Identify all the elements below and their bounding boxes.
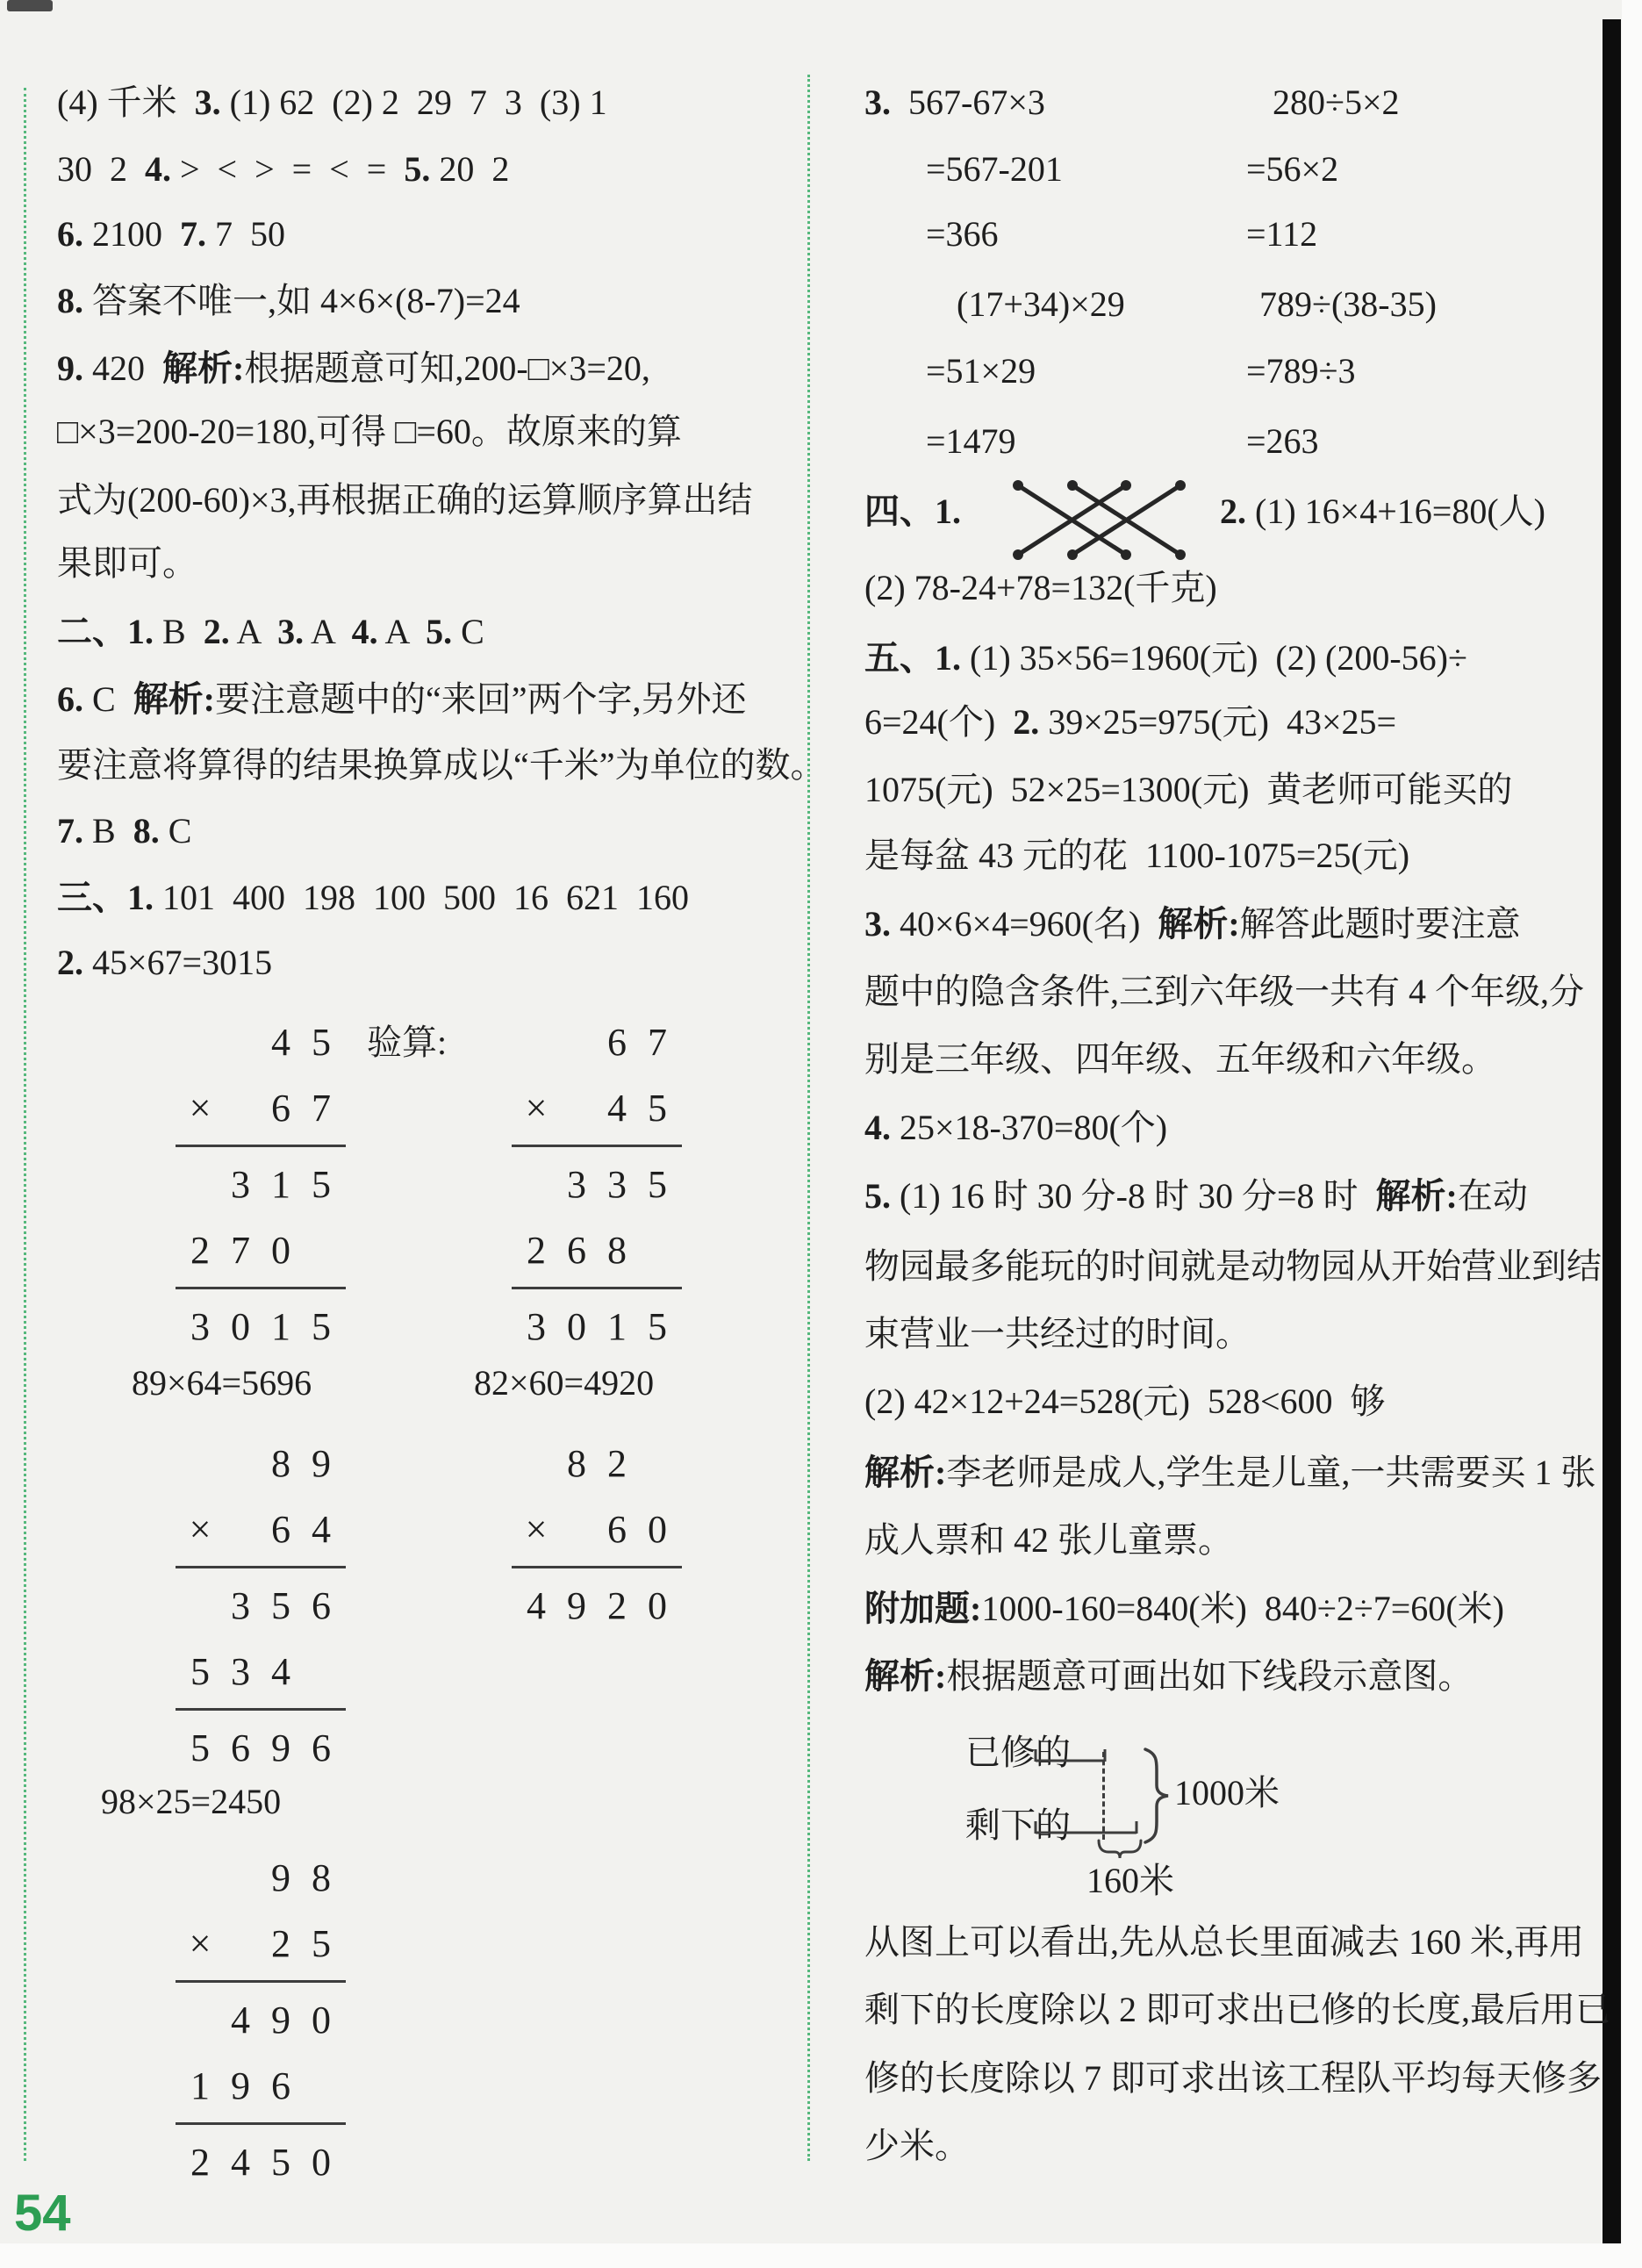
multiplication-rule	[512, 1287, 682, 1289]
text-segment: (1) 16×4+16=80(人)	[1246, 492, 1545, 531]
text-segment: 解析:	[133, 679, 216, 719]
text-segment: 5.	[426, 612, 453, 651]
text-segment: 式为(200-60)×3,再根据正确的运算顺序算出结	[57, 480, 753, 520]
text-segment: =263	[1246, 421, 1319, 461]
text-line	[101, 1777, 281, 1827]
matching-lines-diagram	[1005, 470, 1194, 571]
multiplication-row: 4 9 0	[231, 1999, 331, 2042]
text-segment: 要注意将算得的结果换算成以“千米”为单位的数。	[57, 745, 826, 785]
multiplication-row: 2 7 0	[190, 1229, 290, 1272]
text-line	[864, 634, 1467, 683]
text-segment: =56×2	[1246, 149, 1339, 189]
multiplication-row: 1 9 6	[190, 2064, 290, 2107]
text-segment: 3.	[864, 904, 891, 944]
text-line	[474, 1359, 654, 1408]
text-segment: 要注意题中的“来回”两个字,另外还	[215, 679, 747, 719]
text-segment: 3.	[277, 612, 305, 651]
text-line	[926, 417, 1016, 466]
text-segment: =51×29	[926, 351, 1036, 391]
text-segment: 567-67×3	[891, 83, 1045, 122]
text-segment: 89×64=5696	[132, 1363, 312, 1403]
text-segment: 8.	[133, 811, 160, 850]
text-segment: 8.	[57, 281, 83, 320]
text-segment: 98×25=2450	[101, 1782, 282, 1821]
multiplication-rule	[176, 1708, 346, 1711]
text-line	[57, 873, 689, 922]
text-segment: 25×18-370=80(个)	[891, 1108, 1168, 1147]
text-line	[864, 1652, 1473, 1701]
text-segment: 280÷5×2	[1273, 83, 1400, 122]
text-segment: 420	[83, 348, 162, 388]
text-segment: 5.	[864, 1176, 891, 1216]
text-line	[957, 280, 1125, 329]
multiplication-block	[180, 1009, 346, 1360]
total-brace	[1143, 1747, 1171, 1845]
text-segment: 1000-160=840(米) 840÷2÷7=60(米)	[981, 1589, 1504, 1628]
text-line	[57, 741, 826, 790]
text-segment: 五、1.	[864, 638, 961, 678]
text-segment: 4.	[351, 612, 378, 651]
text-line	[57, 938, 272, 987]
text-line	[864, 1310, 1251, 1359]
text-line	[926, 210, 999, 259]
multiplication-rule	[176, 1287, 346, 1289]
text-segment: (1) 16 时 30 分-8 时 30 分=8 时	[891, 1176, 1376, 1216]
text-segment: =1479	[926, 421, 1016, 461]
multiplication-row: × 6 4	[189, 1508, 331, 1551]
text-segment: 解析:	[1375, 1176, 1458, 1216]
text-segment: 7 50	[206, 214, 285, 254]
column-divider-rule	[807, 75, 810, 2161]
text-line	[1259, 280, 1437, 329]
text-segment: 7.	[57, 811, 83, 850]
text-segment: 从图上可以看出,先从总长里面减去 160 米,再用	[864, 1922, 1584, 1962]
text-segment: =366	[926, 214, 999, 254]
text-segment: 答案不唯一,如 4×6×(8-7)=24	[83, 281, 520, 320]
multiplication-row: 2 4 5 0	[190, 2141, 331, 2184]
text-line	[864, 1918, 1584, 1967]
bottom-margin	[0, 2243, 1642, 2268]
text-segment: 解析:	[864, 1656, 947, 1696]
multiplication-rule	[512, 1566, 682, 1568]
text-segment: 3.	[194, 83, 221, 122]
multiplication-row: × 6 0	[525, 1508, 667, 1551]
text-segment: 三、1.	[57, 878, 154, 917]
multiplication-rule	[176, 1145, 346, 1147]
text-line	[864, 967, 1584, 1016]
text-line	[864, 2121, 970, 2171]
text-segment: 二、1.	[57, 612, 154, 651]
part-length-label: 160米	[1086, 1861, 1174, 1900]
text-segment: 39×25=975(元) 43×25=	[1039, 702, 1397, 742]
multiplication-row: 3 0 1 5	[190, 1305, 331, 1348]
text-line	[864, 1377, 1386, 1426]
text-line	[864, 765, 1512, 815]
text-line	[1246, 210, 1317, 259]
text-segment: 修的长度除以 7 即可求出该工程队平均每天修多	[864, 2058, 1602, 2098]
text-segment: 6=24(个)	[864, 702, 1014, 742]
multiplication-row: 9 8	[271, 1856, 331, 1899]
text-segment: 3.	[864, 83, 891, 122]
multiplication-row: 3 0 1 5	[527, 1305, 667, 1348]
multiplication-row: 5 3 4	[190, 1650, 290, 1693]
multiplication-block	[516, 1431, 682, 1639]
page-number: 54	[14, 2185, 71, 2242]
text-segment: 82×60=4920	[474, 1363, 655, 1403]
scan-edge-bar	[1603, 19, 1621, 2243]
text-segment: 2100	[83, 214, 180, 254]
text-line	[926, 145, 1063, 194]
multiplication-rule	[512, 1145, 682, 1147]
text-segment: 剩下的长度除以 2 即可求出已修的长度,最后用已	[864, 1990, 1610, 2029]
text-segment: 附加题:	[864, 1589, 982, 1628]
text-segment: A	[229, 612, 278, 651]
text-line	[864, 78, 1045, 127]
text-segment: 45×67=3015	[83, 943, 273, 982]
text-line	[57, 539, 197, 588]
text-line	[926, 347, 1036, 396]
multiplication-row: × 4 5	[525, 1087, 667, 1130]
text-line	[57, 675, 747, 724]
multiplication-row: 2 6 8	[527, 1229, 627, 1272]
multiplication-row: 8 9	[271, 1442, 331, 1485]
text-segment: B	[154, 612, 204, 651]
text-segment: 题中的隐含条件,三到六年级一共有 4 个年级,分	[864, 972, 1584, 1011]
multiplication-block	[516, 1009, 682, 1360]
text-line	[1220, 487, 1545, 536]
multiplication-row: 3 5 6	[231, 1584, 331, 1627]
text-segment: 束营业一共经过的时间。	[864, 1314, 1251, 1353]
segment-label-left: 剩下的	[965, 1805, 1071, 1845]
text-segment: (17+34)×29	[957, 284, 1125, 324]
text-segment: 是每盆 43 元的花 1100-1075=25(元)	[864, 836, 1410, 875]
multiplication-row: 6 7	[607, 1021, 667, 1064]
text-segment: A	[304, 612, 352, 651]
text-segment: =112	[1246, 214, 1318, 254]
text-segment: C	[159, 811, 192, 850]
text-segment: 101 400 198 100 500 16 621 160	[154, 878, 689, 917]
text-line	[1246, 347, 1356, 396]
text-segment: 4.	[145, 149, 171, 189]
multiplication-row: 4 5	[271, 1021, 331, 1064]
text-segment: 4.	[864, 1108, 891, 1147]
part-brace	[1097, 1838, 1143, 1861]
text-line	[864, 1242, 1602, 1291]
text-segment: 解析:	[162, 348, 245, 388]
text-segment: 少米。	[864, 2126, 970, 2165]
text-segment: (1) 35×56=1960(元) (2) (200-56)÷	[961, 638, 1467, 678]
text-line	[57, 607, 484, 657]
text-segment: A	[377, 612, 427, 651]
text-line	[864, 1516, 1233, 1565]
text-segment: 解析:	[1158, 904, 1240, 944]
text-line	[57, 145, 509, 194]
segment-left-line	[1034, 1819, 1139, 1836]
text-segment: 成人票和 42 张儿童票。	[864, 1520, 1233, 1560]
segment-done-line	[1034, 1747, 1108, 1764]
text-segment: 6.	[57, 214, 83, 254]
text-segment: 2.	[1220, 492, 1246, 531]
text-segment: 根据题意可知,200-□×3=20,	[244, 348, 650, 388]
multiplication-row: 4 9 2 0	[527, 1584, 667, 1627]
text-segment: > < > = < =	[171, 149, 405, 189]
text-segment: 789÷(38-35)	[1259, 284, 1437, 324]
text-segment: 2.	[1013, 702, 1040, 742]
text-segment: 7.	[180, 214, 206, 254]
multiplication-block	[180, 1845, 346, 2195]
text-segment: 果即可。	[57, 543, 197, 583]
text-line	[1246, 417, 1319, 466]
text-line	[864, 487, 961, 536]
text-segment: 根据题意可画出如下线段示意图。	[946, 1656, 1473, 1696]
text-line	[864, 831, 1409, 880]
text-segment: 李老师是成人,学生是儿童,一共需要买 1 张	[946, 1453, 1596, 1492]
text-segment: (1) 62 (2) 2 29 7 3 (3) 1	[220, 83, 607, 122]
text-line	[57, 476, 753, 525]
text-segment: 20 2	[430, 149, 510, 189]
text-segment: 40×6×4=960(名)	[891, 904, 1158, 944]
multiplication-row: 3 1 5	[231, 1163, 331, 1206]
text-segment: 在动	[1457, 1176, 1528, 1216]
text-line	[57, 807, 191, 856]
scan-smudge	[7, 0, 53, 11]
text-segment: (2) 42×12+24=528(元) 528<600 够	[864, 1382, 1386, 1421]
text-segment: =789÷3	[1246, 351, 1356, 391]
right-margin	[1622, 0, 1642, 2268]
multiplication-block	[180, 1431, 346, 1781]
multiplication-rule	[176, 1566, 346, 1568]
text-segment: C	[83, 679, 133, 719]
text-line	[132, 1359, 312, 1408]
segment-label-done: 已修的	[965, 1733, 1071, 1772]
text-segment: 解答此题时要注意	[1239, 904, 1521, 944]
text-line	[864, 1172, 1528, 1221]
text-segment: 解析:	[864, 1453, 947, 1492]
text-line	[864, 1103, 1167, 1152]
text-segment: C	[452, 612, 484, 651]
text-line	[864, 1448, 1595, 1497]
text-line	[57, 210, 285, 259]
text-segment: 别是三年级、四年级、五年级和六年级。	[864, 1039, 1496, 1079]
left-dotted-rule	[24, 88, 26, 2161]
multiplication-row: × 2 5	[189, 1922, 331, 1965]
check-calculation-label: 验算:	[367, 1023, 448, 1062]
text-segment: 5.	[404, 149, 431, 189]
text-line	[57, 344, 650, 393]
text-line	[57, 78, 607, 127]
text-line	[864, 563, 1217, 613]
text-segment: 6.	[57, 679, 83, 719]
multiplication-row: 5 6 9 6	[190, 1726, 331, 1769]
text-line	[864, 1035, 1496, 1084]
multiplication-rule	[176, 2122, 346, 2125]
multiplication-rule	[176, 1980, 346, 1983]
text-line	[1273, 78, 1400, 127]
text-line	[864, 1584, 1504, 1633]
text-segment: 2.	[57, 943, 83, 982]
text-line	[864, 900, 1521, 949]
text-segment: □×3=200-20=180,可得 □=60。故原来的算	[57, 412, 682, 451]
text-line	[864, 2054, 1602, 2103]
total-length-label: 1000米	[1174, 1773, 1280, 1812]
text-segment: (2) 78-24+78=132(千克)	[864, 568, 1217, 607]
text-line	[864, 698, 1396, 747]
text-segment: =567-201	[926, 149, 1063, 189]
text-segment: 30 2	[57, 149, 145, 189]
text-segment: (4) 千米	[57, 83, 195, 122]
multiplication-row: × 6 7	[189, 1087, 331, 1130]
text-segment: 四、1.	[864, 492, 961, 531]
multiplication-row: 3 3 5	[567, 1163, 667, 1206]
text-line	[1246, 145, 1338, 194]
multiplication-row: 8 2	[567, 1442, 627, 1485]
text-segment: B	[83, 811, 133, 850]
text-segment: 2.	[203, 612, 230, 651]
text-line	[57, 407, 682, 456]
text-line	[864, 1985, 1610, 2035]
text-segment: 1075(元) 52×25=1300(元) 黄老师可能买的	[864, 770, 1513, 809]
text-line	[57, 276, 520, 326]
text-segment: 9.	[57, 348, 83, 388]
text-segment: 物园最多能玩的时间就是动物园从开始营业到结	[864, 1246, 1602, 1286]
